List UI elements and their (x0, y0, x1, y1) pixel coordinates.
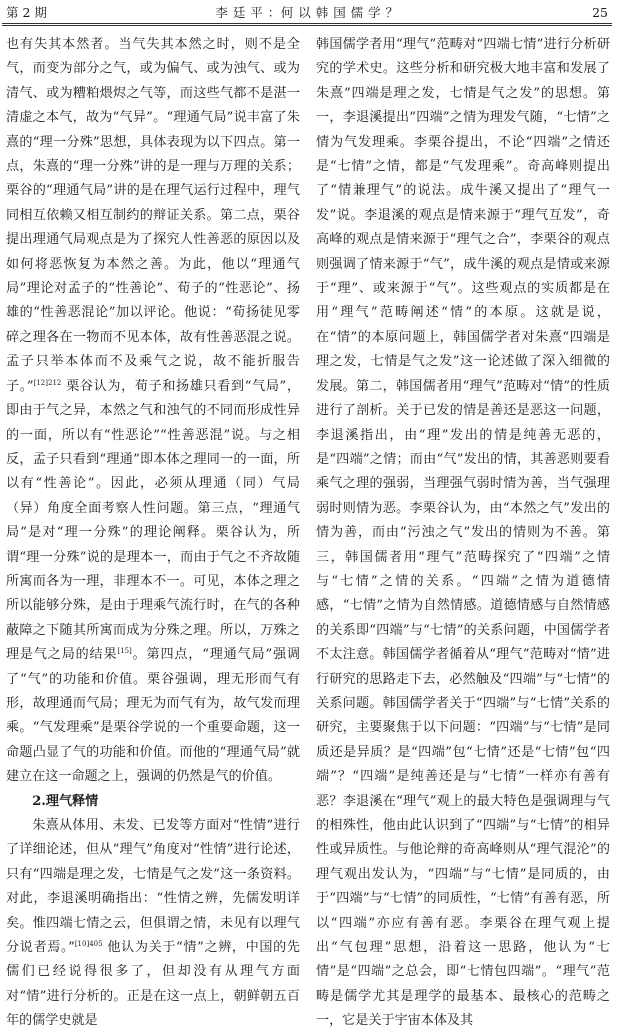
running-title: 李 廷 平 ：何 以 韩 国 儒 学 ？ (215, 5, 399, 20)
paragraph: 韩国儒学者用“理气”范畴对“四端七情”进行分析研究的学术史。这些分析和研究极大地丰富和发展了朱熹“四端是理之发，七情是气之发”的思想。第一，李退溪提出“四端”之情为理发气随，“七情”之情为气发理乘。李栗谷提出，不论“四端”之情还是“七情”之情，都是“气发理乘”。奇高峰则提出了“情兼理气”的说法。成牛溪又提出了“理气一发”说。李退溪的观点是情来源于“理气互发”，奇高峰的观点是情来源于“理气之合”，李栗谷的观点则强调了情来源于“气”，成牛溪的观点是情或来源于“理”、或来源于“气”。这些观点的实质都是在用“理气”范畴阐述“情”的本原。这就是说，在“情”的本原问题上，韩国儒学者对朱熹“四端是理之发，七情是气之发”这一论述做了深入细微的发展。第二，韩国儒者用“理气”范畴对“情”的性质进行了剖析。关于已发的情是善还是恶这一问题，李退溪指出，由“理”发出的情是纯善无恶的，是“四端”之情；而由“气”发出的情，其善恶则要看乘气之理的强弱，当理强气弱时情为善，当气强理弱时则情为恶。李栗谷认为，由“本然之气”发出的情为善，而由“污浊之气”发出的情则为不善。第三，韩国儒者用“理气”范畴探究了“四端”之情与“七情”之情的关系。“四端”之情为道德情感，“七情”之情为自然情感。道德情感与自然情感的关系即“四端”与“七情”的关系问题，中国儒学者不太注意。韩国儒学者循着从“理气”范畴对“情”进行研究的思路走下去，必然触及“四端”与“七情”的关系问题。韩国儒学者关于“四端”与“七情”关系的研究，主要聚焦于以下问题：“四端”与“七情”是同质还是异质？是“四端”包“七情”还是“七情”包“四端”？“四端”是纯善还是与“七情”一样亦有善有恶？李退溪在“理气”观上的最大特色是强调理与气的相殊性，他由此认识到了“四端”与“七情”的相异性或异质性。与他论辩的奇高峰则从“理气混沦”的理气观出发认为，“四端”与“七情”是同质的，由于“四端”与“七情”的同质性，“七情”有善有恶，所以“四端”亦应有善有恶。李栗谷在理气观上提出“气包理”思想，沿着这一思路，他认为“七情”是“四端”之总会，即“七情包四端”。“理气”范畴是儒学尤其是理学的最基本、最核心的范畴之一，它是关于宇宙本体及其 (316, 37, 610, 1029)
paragraph-text: 栗谷认为，荀子和扬雄只看到“气局”，即由于气之异，本然之气和浊气的不同而形成性异的一面，所以有“性恶论”“性善恶混”说。与之相反，孟子只看到“理通”即本体之理同一的一面，所以有“性善论”。因此，必须从理通（同）气局（异）角度全面考察人性问题。第三点，“理通气局”是对“理一分殊”的理论阐释。栗谷认为，所谓“理一分殊”说的是理本一，而由于气之不齐故随所寓而各为一理，非理本不一。可见，本体之理之所以能够分殊，是由于理乘气流行时，在气的各种蔽障之下随其所寓而成为分殊之理。所以，万殊之理是气之局的结果 (6, 378, 300, 663)
paragraph-text: 他认为关于“情”之辨，中国的先儒们已经说得很多了，但却没有从理气方面对“情”进行分析的。正是在这一点上，朝鲜朝五百年的儒学史就是 (6, 940, 300, 1029)
issue-number: 第 2 期 (6, 5, 47, 20)
header-rule (2, 23, 612, 24)
citation: [12]212 (33, 378, 62, 387)
page-number: 25 (592, 5, 608, 20)
citation: [10]405 (74, 940, 103, 949)
paragraph (6, 814, 300, 1034)
paragraph-text: 朱熹从体用、未发、已发等方面对“性情”进行了详细论述，但从“理气”角度对“性情”进行论述，只有“四端是理之发，七情是气之发”这一条资料。对此，李退溪明确指出：“性情之辨，先儒发明详矣。惟四端七情之云，但俱谓之情，未见有以理气分说者焉。” (6, 818, 300, 956)
running-header (6, 4, 608, 22)
paragraph-text: 也有失其本然者。当气失其本然之时，则不是全气，而变为部分之气，或为偏气、或为浊气、或为清气、或为糟粕煨烬之气等，而这些气都不是湛一清虚之本气，故为“气异”。“理通气局”说丰富了朱熹的“理一分殊”思想，具体表现为以下四点。第一点，朱熹的“理一分殊”讲的是一理与万理的关系；栗谷的“理通气局”讲的是在理气运行过程中，理气同相互依赖又相互制约的辩证关系。第二点，栗谷提出理通气局观点是为了探究人性善恶的原因以及如何将恶恢复为本然之善。为此，他以“理通气局”理论对孟子的“性善论”、荀子的“性恶论”、扬雄的“性善恶混论”加以评论。他说：“荀扬徒见零碎之理各在一物而不见本体，故有性善恶混之说。孟子只举本体而不及乘气之说，故不能折服告子。” (6, 37, 300, 394)
paragraph-text: 。第四点，“理通气局”强调了“气”的功能和价值。栗谷强调，理无形而气有形，故理通而气局；理无为而气有为，故气发而理乘。“气发理乘”是栗谷学说的一个重要命题，这一命题凸显了气的功能和价值。而他的“理通气局”就建立在这一命题之上，强调的仍然是气的价值。 (6, 647, 301, 785)
citation: [15] (117, 647, 132, 656)
header-rule-secondary (2, 25, 612, 26)
section-heading: 2.理气释情 (32, 793, 99, 809)
paragraph (6, 33, 300, 790)
left-column (6, 33, 301, 1029)
right-column (316, 33, 610, 1029)
